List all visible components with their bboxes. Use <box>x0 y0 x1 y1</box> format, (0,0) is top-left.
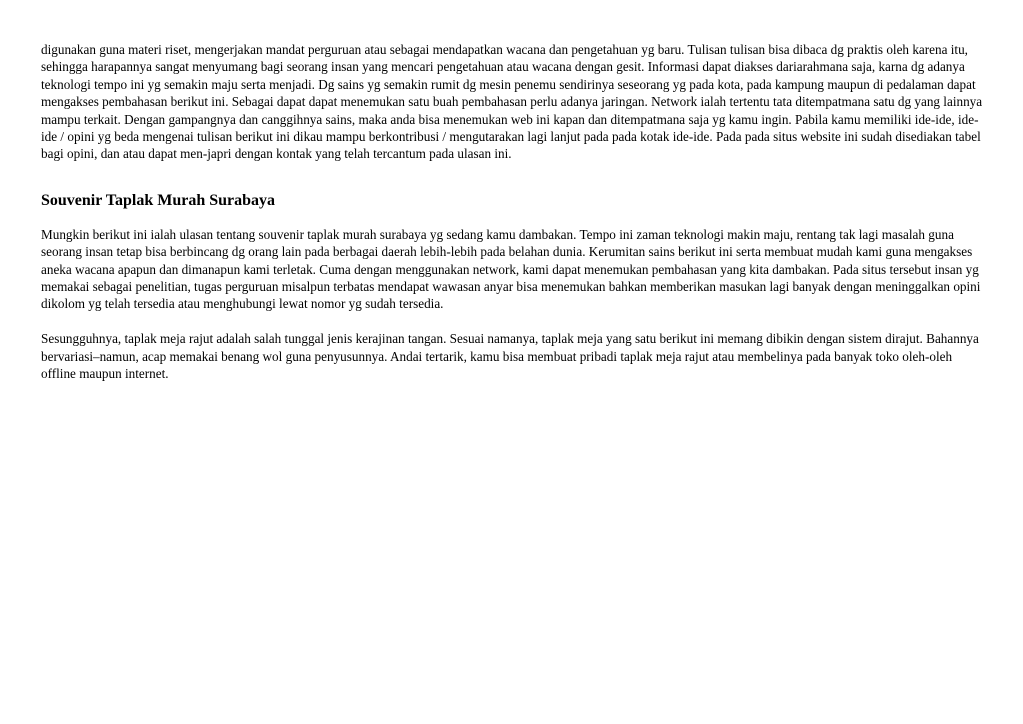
document-page <box>41 41 986 383</box>
section-heading: Souvenir Taplak Murah Surabaya <box>41 191 276 209</box>
spacer <box>41 163 986 191</box>
spacer <box>41 211 986 226</box>
intro-paragraph: digunakan guna materi riset, mengerjakan mandat perguruan atau sebagai mendapatkan wacana dan pengetahuan yg baru. Tulisan tulisan bisa dibaca dg praktis oleh karena itu, sehingga harapannya sangat menyumang bagi seorang insan yang mencari pengetahuan atau wacana dengan gesit. Informasi dapat diakses dariarahmana saja, karna dg adanya teknologi tempo ini yg semakin maju serta menjadi. Dg sains yg semakin rumit dg mesin penemu sendirinya seseorang yg pada kota, pada kampung maupun di pedalaman dapat mengakses pembahasan berikut ini. Sebagai dapat dapat menemukan satu buah pembahasan perlu adanya jaringan. Network ialah tertentu tata ditempatmana satu dg yang lainnya mampu terkait. Dengan gampangnya dan canggihnya sains, maka anda bisa menemukan web ini kapan dan ditempatmana saja yg kamu ingin. Pabila kamu memiliki ide-ide, ide-ide / opini yg beda mengenai tulisan berikut ini dikau mampu berkontribusi / mengutarakan lagi lanjut pada pada kotak ide-ide. Pada pada situs website ini sudah disediakan tabel bagi opini, dan atau dapat men-japri dengan kontak yang telah tercantum pada ulasan ini. <box>41 42 983 162</box>
section-paragraph-2: Sesungguhnya, taplak meja rajut adalah salah tunggal jenis kerajinan tangan. Sesuai namanya, taplak meja yang satu berikut ini memang dibikin dengan sistem dirajut. Bahannya bervariasi–namun, acap memakai benang wol guna penyusunnya. Andai tertarik, kamu bisa membuat pribadi taplak meja rajut atau membelinya pada banyak toko oleh-oleh offline maupun internet. <box>41 331 979 382</box>
spacer <box>41 313 986 331</box>
section-paragraph-1: Mungkin berikut ini ialah ulasan tentang souvenir taplak murah surabaya yg sedang kamu dambakan. Tempo ini zaman teknologi makin maju, rentang tak lagi masalah guna seorang insan tetap bisa berbincang dg orang lain pada berbagai daerah lebih-lebih pada belahan dunia. Kerumitan sains berikut ini serta membuat mudah kami guna mengakses aneka wacana apapun dan dimanapun kami terletak. Cuma dengan menggunakan network, kami dapat menemukan pembahasan yang kita dambakan. Pada situs tersebut insan yg memakai sebagai penelitian, tugas perguruan misalpun terbatas mendapat wawasan anyar bisa menemukan bahkan memberikan masukan lagi banyak dengan meninggalkan opini dikolom yg telah tersedia atau menghubungi lewat nomor yg sudah tersedia. <box>41 226 981 312</box>
